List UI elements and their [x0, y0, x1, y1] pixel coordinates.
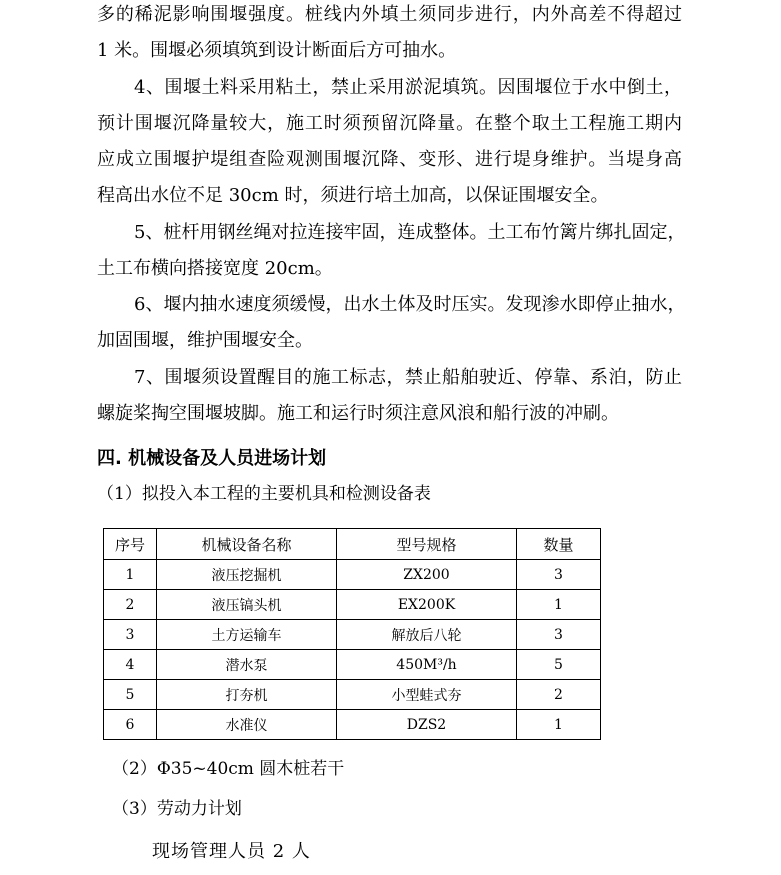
- paragraph-line: 4、围堰土料采用粘土，禁止采用淤泥填筑。因围堰位于水中倒土，: [134, 77, 682, 98]
- cell-index: 3: [104, 620, 157, 650]
- header-quantity: 数量: [517, 529, 601, 560]
- cell-index: 1: [104, 560, 157, 590]
- cell-quantity: 3: [517, 620, 601, 650]
- paragraph-line: 应成立围堰护堤组查险观测围堰沉降、变形、进行堤身维护。当堤身高: [97, 149, 682, 170]
- cell-model: DZS2: [337, 710, 517, 740]
- cell-equipment-name: 液压挖掘机: [157, 560, 337, 590]
- paragraph-line: 土工布横向搭接宽度 20cm。: [97, 258, 333, 279]
- staff-line: 现场管理人员 2 人: [152, 841, 311, 862]
- table-header-row: [104, 529, 601, 560]
- cell-model: ZX200: [337, 560, 517, 590]
- cell-equipment-name: 打夯机: [157, 680, 337, 710]
- equipment-table: [103, 528, 601, 740]
- cell-equipment-name: 水准仪: [157, 710, 337, 740]
- table-row: [104, 650, 601, 680]
- table-row: [104, 710, 601, 740]
- paragraph-line: 预计围堰沉降量较大，施工时须预留沉降量。在整个取土工程施工期内: [97, 113, 682, 134]
- table-row: [104, 620, 601, 650]
- header-equipment-name: 机械设备名称: [157, 529, 337, 560]
- cell-quantity: 1: [517, 590, 601, 620]
- cell-index: 6: [104, 710, 157, 740]
- cell-quantity: 2: [517, 680, 601, 710]
- cell-model: 小型蛙式夯: [337, 680, 517, 710]
- cell-quantity: 5: [517, 650, 601, 680]
- header-index: 序号: [104, 529, 157, 560]
- cell-model: 解放后八轮: [337, 620, 517, 650]
- table-row: [104, 680, 601, 710]
- cell-model: 450M³/h: [337, 650, 517, 680]
- section-heading: 四. 机械设备及人员进场计划: [97, 448, 327, 469]
- cell-equipment-name: 液压镐头机: [157, 590, 337, 620]
- item-wooden-piles: （2）Φ35~40cm 圆木桩若干: [112, 759, 345, 779]
- table-row: [104, 560, 601, 590]
- paragraph-line: 6、堰内抽水速度须缓慢，出水土体及时压实。发现渗水即停止抽水，: [134, 294, 686, 315]
- paragraph-line: 多的稀泥影响围堰强度。桩线内外填土须同步进行，内外高差不得超过: [97, 4, 682, 25]
- cell-index: 2: [104, 590, 157, 620]
- cell-index: 5: [104, 680, 157, 710]
- paragraph-line: 加固围堰，维护围堰安全。: [97, 330, 313, 351]
- cell-model: EX200K: [337, 590, 517, 620]
- paragraph-line: 程高出水位不足 30cm 时，须进行培土加高，以保证围堰安全。: [97, 185, 609, 206]
- table-row: [104, 590, 601, 620]
- cell-quantity: 3: [517, 560, 601, 590]
- cell-equipment-name: 土方运输车: [157, 620, 337, 650]
- table-caption: （1）拟投入本工程的主要机具和检测设备表: [97, 484, 431, 504]
- paragraph-line: 7、围堰须设置醒目的施工标志，禁止船舶驶近、停靠、系泊，防止: [134, 367, 682, 388]
- cell-quantity: 1: [517, 710, 601, 740]
- cell-equipment-name: 潜水泵: [157, 650, 337, 680]
- header-model: 型号规格: [337, 529, 517, 560]
- paragraph-line: 螺旋桨掏空围堰坡脚。施工和运行时须注意风浪和船行波的冲刷。: [97, 403, 619, 424]
- item-labor-plan: （3）劳动力计划: [112, 799, 242, 819]
- cell-index: 4: [104, 650, 157, 680]
- paragraph-line: 5、桩杆用钢丝绳对拉连接牢固，连成整体。土工布竹篱片绑扎固定，: [134, 222, 686, 243]
- paragraph-line: 1 米。围堰必须填筑到设计断面后方可抽水。: [97, 40, 457, 61]
